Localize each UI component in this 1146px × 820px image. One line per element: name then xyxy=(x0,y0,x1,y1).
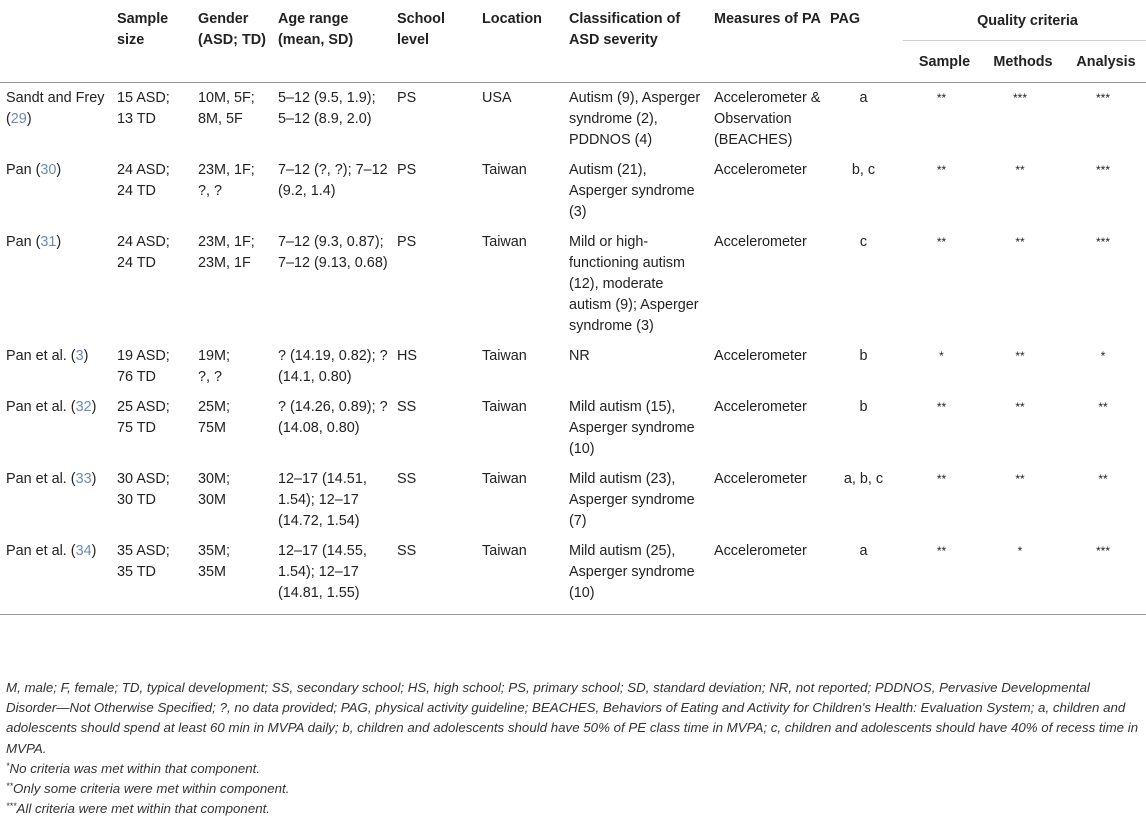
header-quality-criteria: Quality criteria xyxy=(903,0,1146,41)
sample-size-cell xyxy=(111,464,192,536)
table-row xyxy=(0,155,1146,227)
one-star-mark: * xyxy=(6,760,10,771)
quality-sample-cell: ** xyxy=(936,235,947,249)
gender-cell xyxy=(192,392,272,464)
header-school-level: School level xyxy=(397,11,445,48)
sample-size-cell xyxy=(111,227,192,341)
age-cell: ? (14.19, 0.82); ? (14.1, 0.80) xyxy=(278,348,388,385)
study-author: Pan et al. ( xyxy=(6,399,76,415)
table-row xyxy=(0,341,1146,392)
reference-link[interactable]: 29 xyxy=(10,111,27,127)
study-cell xyxy=(0,536,111,615)
pag-cell: b xyxy=(859,399,868,415)
quality-analysis-cell: ** xyxy=(1098,400,1108,414)
study-cell xyxy=(0,392,111,464)
gender-td: 23M, 1F xyxy=(198,255,251,271)
study-cell xyxy=(0,83,111,156)
quality-sample-cell: ** xyxy=(936,91,947,105)
location-cell: Taiwan xyxy=(482,471,527,487)
quality-analysis-cell: ** xyxy=(1098,472,1108,486)
pag-cell: b xyxy=(859,348,868,364)
quality-sample-cell: * xyxy=(939,349,944,363)
pag-cell: c xyxy=(859,234,868,250)
study-close: ) xyxy=(56,234,62,250)
age-cell: 7–12 (?, ?); 7–12 (9.2, 1.4) xyxy=(278,162,388,199)
one-star-text: No criteria was met within that component. xyxy=(9,760,261,776)
two-star-note xyxy=(6,779,1141,799)
three-star-text: All criteria were met within that component. xyxy=(16,801,271,817)
quality-sample-cell: ** xyxy=(903,536,980,615)
sample-asd: 24 ASD; xyxy=(117,234,170,250)
location-cell: Taiwan xyxy=(476,536,563,615)
sample-asd: 35 ASD; xyxy=(117,543,170,559)
age-cell: 12–17 (14.51, 1.54); 12–17 (14.72, 1.54) xyxy=(278,471,367,529)
quality-analysis-cell: *** xyxy=(1095,163,1110,177)
study-cell xyxy=(0,464,111,536)
study-author: Pan ( xyxy=(6,234,41,250)
table-notes xyxy=(6,678,1141,819)
age-cell: 7–12 (9.3, 0.87); 7–12 (9.13, 0.68) xyxy=(278,234,388,271)
quality-methods-cell: ** xyxy=(1015,472,1025,486)
gender-td: ?, ? xyxy=(198,183,223,199)
age-cell: 12–17 (14.55, 1.54); 12–17 (14.81, 1.55) xyxy=(272,536,391,615)
school-level-cell: SS xyxy=(391,536,476,615)
quality-methods-cell: ** xyxy=(1015,163,1025,177)
classification-cell: Mild or high-functioning autism (12), moderate autism (9); Asperger syndrome (3) xyxy=(569,234,699,334)
gender-asd: 23M, 1F; xyxy=(198,234,255,250)
sample-size-cell xyxy=(111,83,192,156)
quality-methods-cell: ** xyxy=(1015,349,1025,363)
measures-cell: Accelerometer & Observation (BEACHES) xyxy=(714,90,821,148)
sample-td: 24 TD xyxy=(117,183,156,199)
classification-cell: Mild autism (15), Asperger syndrome (10) xyxy=(569,399,695,457)
reference-link[interactable]: 3 xyxy=(75,348,84,364)
header-gender: Gender (ASD; TD) xyxy=(198,11,266,48)
school-level-cell: SS xyxy=(397,399,417,415)
quality-analysis-cell: *** xyxy=(1095,235,1110,249)
two-star-text: Only some criteria were met within component. xyxy=(13,781,290,797)
study-close: ) xyxy=(83,348,89,364)
sample-asd: 30 ASD; xyxy=(117,471,170,487)
quality-sample-cell: ** xyxy=(936,472,947,486)
school-level-cell: PS xyxy=(397,162,417,178)
study-author: Pan et al. ( xyxy=(6,348,76,364)
study-close: ) xyxy=(56,162,62,178)
gender-td: 30M xyxy=(198,492,226,508)
quality-analysis-cell: *** xyxy=(1060,536,1146,615)
study-close: ) xyxy=(26,111,32,127)
two-star-mark: ** xyxy=(6,781,14,792)
classification-cell: NR xyxy=(569,348,590,364)
classification-cell: Autism (9), Asperger syndrome (2), PDDNOS (4) xyxy=(569,90,701,148)
school-level-cell: SS xyxy=(397,471,417,487)
header-measures: Measures of PA xyxy=(714,11,821,27)
sample-td: 24 TD xyxy=(117,255,156,271)
sample-td: 13 TD xyxy=(117,111,156,127)
quality-analysis-cell: *** xyxy=(1095,91,1110,105)
reference-link[interactable]: 31 xyxy=(40,234,57,250)
table-row xyxy=(0,227,1146,341)
quality-sample-cell: ** xyxy=(936,400,947,414)
sample-size-cell xyxy=(111,536,192,615)
quality-sample-cell: ** xyxy=(936,163,947,177)
header-classification: Classification of ASD severity xyxy=(569,11,681,48)
header-sample: Sample xyxy=(918,54,971,70)
classification-cell: Mild autism (23), Asperger syndrome (7) xyxy=(569,471,695,529)
quality-methods-cell: ** xyxy=(1015,400,1025,414)
location-cell: Taiwan xyxy=(482,399,527,415)
gender-asd: 30M; xyxy=(198,471,230,487)
header-analysis: Analysis xyxy=(1076,54,1136,70)
measures-cell: Accelerometer xyxy=(714,234,807,250)
reference-link[interactable]: 33 xyxy=(75,471,92,487)
gender-asd: 19M; xyxy=(198,348,230,364)
study-cell xyxy=(0,341,111,392)
table-header xyxy=(0,0,1146,83)
gender-cell xyxy=(192,464,272,536)
study-author: Pan et al. ( xyxy=(6,543,76,559)
reference-link[interactable]: 32 xyxy=(75,399,92,415)
gender-cell xyxy=(192,227,272,341)
measures-cell: Accelerometer xyxy=(714,348,807,364)
sample-td: 35 TD xyxy=(117,564,156,580)
location-cell: Taiwan xyxy=(482,162,527,178)
classification-cell: Autism (21), Asperger syndrome (3) xyxy=(569,162,695,220)
table-row xyxy=(0,464,1146,536)
quality-methods-cell: * xyxy=(980,536,1060,615)
three-star-note xyxy=(6,799,1141,819)
quality-methods-cell: ** xyxy=(1015,235,1025,249)
reference-link[interactable]: 30 xyxy=(40,162,57,178)
header-age-range: Age range (mean, SD) xyxy=(278,11,354,48)
sample-asd: 25 ASD; xyxy=(117,399,170,415)
pag-cell: a xyxy=(824,536,903,615)
gender-td: 75M xyxy=(198,420,226,436)
school-level-cell: PS xyxy=(397,234,417,250)
pag-cell: b, c xyxy=(851,162,876,178)
study-close: ) xyxy=(91,399,97,415)
sample-asd: 15 ASD; xyxy=(117,90,170,106)
sample-td: 76 TD xyxy=(117,369,156,385)
measures-cell: Accelerometer xyxy=(708,536,824,615)
gender-cell xyxy=(192,341,272,392)
classification-cell: Mild autism (25), Asperger syndrome (10) xyxy=(563,536,708,615)
table-row xyxy=(0,83,1146,156)
location-cell: Taiwan xyxy=(482,348,527,364)
sample-asd: 24 ASD; xyxy=(117,162,170,178)
school-level-cell: HS xyxy=(397,348,417,364)
study-close: ) xyxy=(91,543,97,559)
pag-cell: a xyxy=(859,90,868,106)
gender-td: 8M, 5F xyxy=(198,111,243,127)
quality-analysis-cell: * xyxy=(1100,349,1106,363)
pag-cell: a, b, c xyxy=(843,471,884,487)
location-cell: USA xyxy=(482,90,512,106)
gender-asd: 10M, 5F; xyxy=(198,90,255,106)
study-close: ) xyxy=(91,471,97,487)
gender-asd: 25M; xyxy=(198,399,230,415)
gender-cell xyxy=(192,83,272,156)
school-level-cell: PS xyxy=(397,90,417,106)
gender-asd: 23M, 1F; xyxy=(198,162,255,178)
abbreviations-note: M, male; F, female; TD, typical development; SS, secondary school; HS, high school; PS, primary school; SD, standard deviation; NR, not reported; PDDNOS, Pervasive Developmental Disorder—Not Otherwise Specified; ?, no data provided; PAG, physical activity guideline; BEACHES, Behaviors of Eating and Activity for Children's Health: Evaluation System; a, children and adolescents should spend at least 60 min in MVPA daily; b, children and adolescents should have 50% of PE class time in MVPA; c, children and adolescents should have 40% of recess time in MVPA. xyxy=(6,680,1139,756)
gender-td: 35M xyxy=(198,564,226,580)
age-cell: 5–12 (9.5, 1.9); 5–12 (8.9, 2.0) xyxy=(278,90,376,127)
header-methods: Methods xyxy=(993,54,1053,70)
header-sample-size: Sample size xyxy=(117,11,169,48)
gender-td: ?, ? xyxy=(198,369,223,385)
table-row xyxy=(0,392,1146,464)
sample-size-cell xyxy=(111,155,192,227)
measures-cell: Accelerometer xyxy=(714,471,807,487)
age-cell: ? (14.26, 0.89); ? (14.08, 0.80) xyxy=(278,399,388,436)
gender-cell xyxy=(192,536,272,615)
header-study xyxy=(0,0,111,83)
study-cell xyxy=(0,227,111,341)
measures-cell: Accelerometer xyxy=(714,162,807,178)
gender-cell xyxy=(192,155,272,227)
reference-link[interactable]: 34 xyxy=(75,543,92,559)
sample-size-cell xyxy=(111,341,192,392)
three-star-mark: *** xyxy=(6,801,17,812)
header-pag: PAG xyxy=(830,11,861,27)
gender-asd: 35M; xyxy=(198,543,230,559)
study-author: Pan et al. ( xyxy=(6,471,76,487)
sample-td: 75 TD xyxy=(117,420,156,436)
quality-methods-cell: *** xyxy=(1012,91,1027,105)
location-cell: Taiwan xyxy=(482,234,527,250)
study-author: Sandt and Frey ( xyxy=(6,90,105,127)
sample-td: 30 TD xyxy=(117,492,156,508)
study-cell xyxy=(0,155,111,227)
one-star-note xyxy=(6,759,1141,779)
table-row xyxy=(0,536,1146,615)
sample-asd: 19 ASD; xyxy=(117,348,170,364)
table-body xyxy=(0,83,1146,615)
sample-size-cell xyxy=(111,392,192,464)
header-location: Location xyxy=(482,11,542,27)
measures-cell: Accelerometer xyxy=(714,399,807,415)
study-author: Pan ( xyxy=(6,162,41,178)
